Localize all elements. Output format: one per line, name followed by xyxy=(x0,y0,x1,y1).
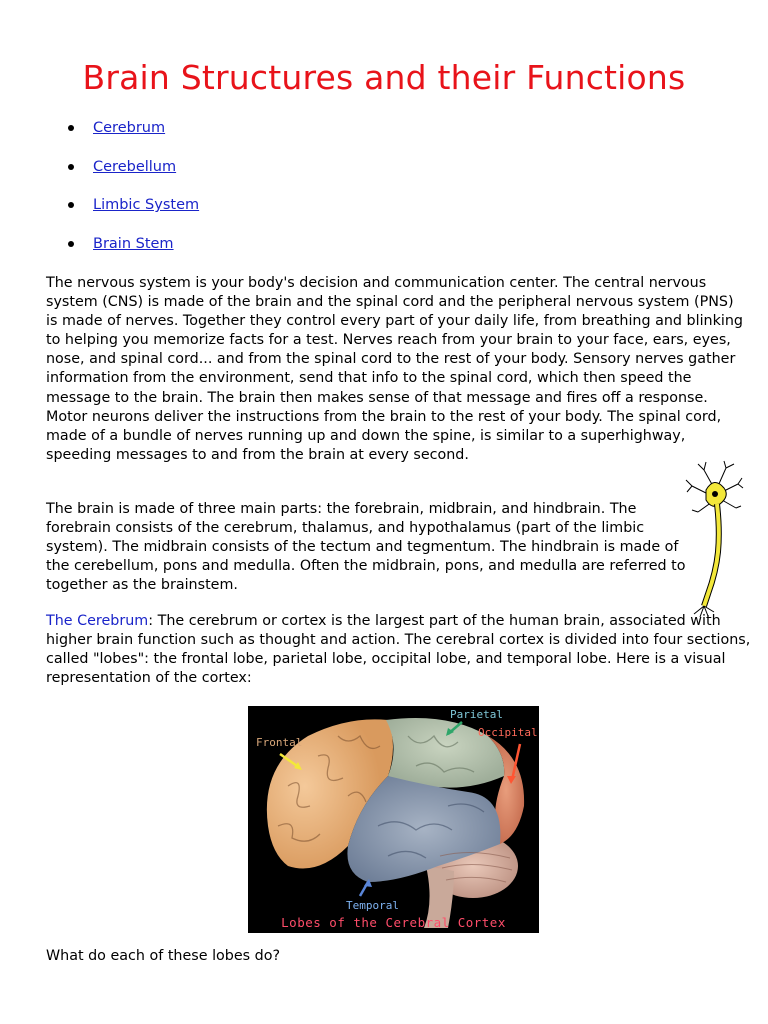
bullet-icon xyxy=(68,125,74,131)
list-item xyxy=(68,236,199,275)
link-brain-stem[interactable]: Brain Stem xyxy=(93,235,174,252)
cerebrum-heading: The Cerebrum xyxy=(46,613,149,629)
link-cerebellum[interactable]: Cerebellum xyxy=(93,158,177,175)
neuron-illustration xyxy=(684,460,744,618)
bullet-icon xyxy=(68,164,74,170)
bullet-icon xyxy=(68,202,74,208)
link-cerebrum[interactable]: Cerebrum xyxy=(93,120,166,136)
cortex-lobes-figure xyxy=(248,706,539,933)
label-parietal: Parietal xyxy=(450,708,503,721)
list-item xyxy=(68,159,199,198)
label-occipital: Occipital xyxy=(478,726,538,739)
cerebrum-text: : The cerebrum or cortex is the largest part of the human brain, associated with higher brain function such as thought and action. The cerebral cortex is divided into four sections, called "lobes": the frontal lobe, parietal lobe, occipital lobe, and temporal lobe. Here is a visual representation of the cortex: xyxy=(46,613,751,687)
list-item xyxy=(68,120,199,159)
cerebrum-paragraph xyxy=(46,612,751,688)
label-temporal: Temporal xyxy=(346,899,399,912)
page-title: Brain Structures and their Functions xyxy=(82,58,686,97)
topic-list xyxy=(68,120,199,274)
label-frontal: Frontal xyxy=(256,736,303,749)
list-item xyxy=(68,197,199,236)
nervous-system-paragraph: The nervous system is your body's decision and communication center. The central nervous system (CNS) is made of the brain and the spinal cord and the peripheral nervous system (PNS) is made of nerves. Together they control every part of your daily life, from breathing and blinking to helping you memorize facts for a test. Nerves reach from your brain to your face, ears, eyes, nose, and spinal cord... and from the spinal cord to the rest of your body. Sensory nerves gather information from the environment, send that info to the spinal cord, which then speed the message to the brain. The brain then makes sense of that message and fires off a response. Motor neurons deliver the instructions from the brain to the rest of your body. The spinal cord, made of a bundle of nerves running up and down the spine, is similar to a superhighway, speeding messages to and from the brain at every second. xyxy=(46,275,744,463)
brain-parts-paragraph: The brain is made of three main parts: the forebrain, midbrain, and hindbrain. The forebrain consists of the cerebrum, thalamus, and hypothalamus (part of the limbic system). The midbrain consists of the tectum and tegmentum. The hindbrain is made of the cerebellum, pons and medulla. Often the midbrain, pons, and medulla are referred to together as the brainstem. xyxy=(46,501,686,594)
figure-caption: Lobes of the Cerebral Cortex xyxy=(281,915,506,930)
bullet-icon xyxy=(68,241,74,247)
neuron-icon xyxy=(684,460,744,618)
lobes-question: What do each of these lobes do? xyxy=(46,948,281,964)
link-limbic-system[interactable]: Limbic System xyxy=(93,197,200,213)
